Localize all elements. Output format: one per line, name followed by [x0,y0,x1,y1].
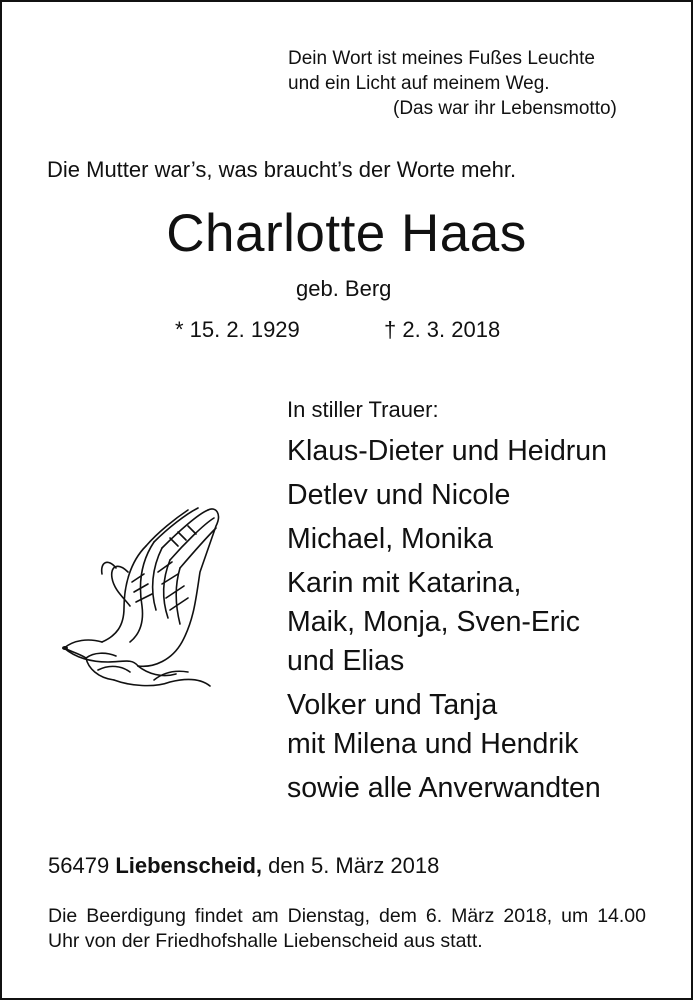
funeral-notice: Die Beerdigung findet am Dienstag, dem 6. März 2018, um 14.00 Uhr von der Friedhofshalle Liebenscheid aus statt. [48,905,646,952]
place-date-line [48,853,439,879]
motto-quote [288,46,617,121]
mourner-line: Detlev und Nicole [287,479,511,511]
death-date: † 2. 3. 2018 [384,317,501,342]
postcode: 56479 [48,853,110,878]
town: Liebenscheid, [115,853,263,878]
motto-reference: (Das war ihr Lebensmotto) [393,98,617,119]
mourner-line: Volker und Tanja [287,689,498,721]
opening-line: Die Mutter war’s, was braucht’s der Worte mehr. [47,157,517,182]
mourner-group [287,686,607,764]
birth-date: * 15. 2. 1929 [175,317,300,342]
mourner-line: Karin mit Katarina, [287,567,522,599]
mourner-line: und Elias [287,645,405,677]
mourner-line: Klaus-Dieter und Heidrun [287,435,607,467]
mourner-line: mit Milena und Hendrik [287,728,579,760]
praying-hands-icon [58,502,230,692]
mourner-group [287,432,607,471]
mourning-intro: In stiller Trauer: [287,397,439,422]
announcement-date: den 5. März 2018 [268,853,440,878]
mourner-line: Michael, Monika [287,523,493,555]
mourners-list [287,432,607,813]
mourner-group [287,564,607,681]
motto-line-1: Dein Wort ist meines Fußes Leuchte [288,48,595,69]
mourner-line: sowie alle Anverwandten [287,772,601,804]
maiden-name: geb. Berg [296,276,392,301]
mourner-group [287,476,607,515]
mourner-group [287,520,607,559]
mourner-line: Maik, Monja, Sven-Eric [287,606,581,638]
deceased-name: Charlotte Haas [166,204,527,263]
motto-line-2: und ein Licht auf meinem Weg. [288,73,550,94]
mourner-group [287,769,607,808]
